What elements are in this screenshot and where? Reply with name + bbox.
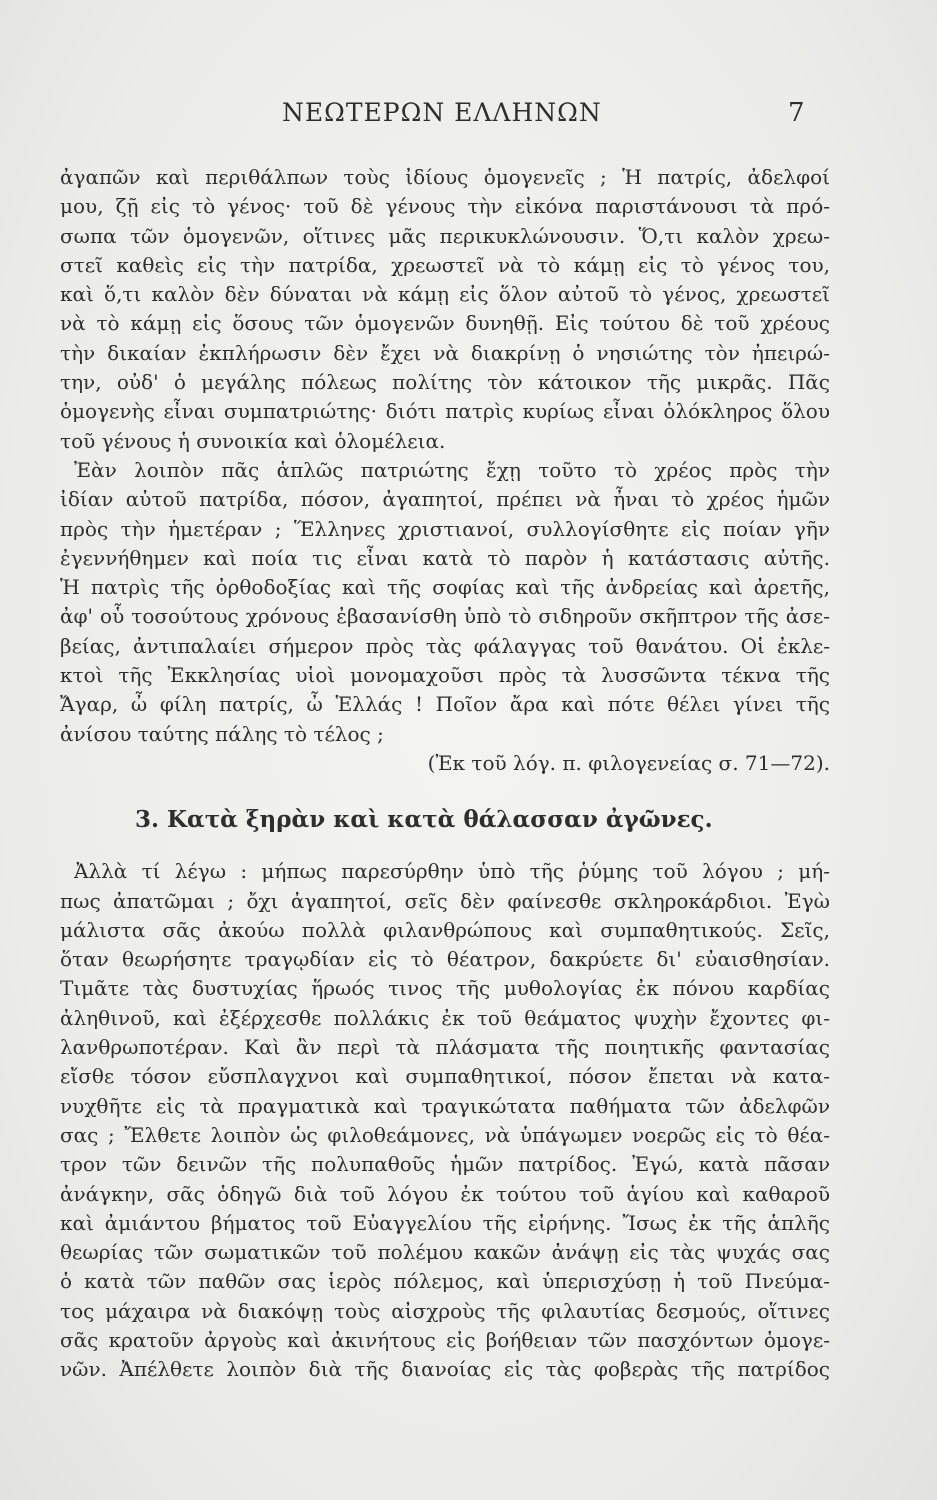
text-line: καὶ ὅ,τι καλὸν δὲν δύναται νὰ κάμῃ εἰς ὅλον αὐτοῦ τὸ γένος, χρεωστεῖ: [60, 282, 830, 307]
section-1-text: [60, 163, 830, 778]
text-line: ὁμογενὴς εἶναι συμπατριώτης· διότι πατρὶς κυρίως εἶναι ὁλόκληρος ὅλου: [60, 399, 830, 424]
text-line: νὰ τὸ κάμῃ εἰς ὅσους τῶν ὁμογενῶν δυνηθῇ. Εἰς τούτου δὲ τοῦ χρέους: [60, 311, 830, 336]
running-title: ΝΕΩΤΕΡΩΝ ΕΛΛΗΝΩΝ: [282, 98, 602, 127]
text-line: νυχθῆτε εἰς τὰ πραγματικὰ καὶ τραγικώτατα παθήματα τῶν ἀδελφῶν: [60, 1093, 830, 1118]
section-2-text: [60, 857, 830, 1384]
text-line: λανθρωποτέραν. Καὶ ἂν περὶ τὰ πλάσματα τῆς ποιητικῆς φαντασίας: [60, 1035, 830, 1060]
text-line: ὁ κατὰ τῶν παθῶν σας ἱερὸς πόλεμος, καὶ ὑπερισχύσῃ ἡ τοῦ Πνεύμα-: [60, 1269, 830, 1294]
text-line: ἀφ' οὗ τοσούτους χρόνους ἐβασανίσθη ὑπὸ τὸ σιδηροῦν σκῆπτρον τῆς ἀσε-: [60, 604, 830, 629]
text-line: μου, ζῇ εἰς τὸ γένος· τοῦ δὲ γένους τὴν εἰκόνα παριστάνουσι τὰ πρό-: [60, 194, 830, 219]
text-line: ἐγεννήθημεν καὶ ποία τις εἶναι κατὰ τὸ παρὸν ἡ κατάστασις αὐτῆς.: [60, 545, 830, 570]
text-line: ἀνάγκην, σᾶς ὁδηγῶ διὰ τοῦ λόγου ἐκ τούτου τοῦ ἁγίου καὶ καθαροῦ: [60, 1181, 830, 1206]
text-line: ἀνίσου ταύτης πάλης τὸ τέλος ;: [60, 721, 384, 746]
text-line: τοῦ γένους ἡ συνοικία καὶ ὁλομέλεια.: [60, 428, 446, 453]
text-line: σας ; Ἔλθετε λοιπὸν ὡς φιλοθεάμονες, νὰ ὑπάγωμεν νοερῶς εἰς τὸ θέα-: [60, 1122, 830, 1147]
text-line: τρον τῶν δεινῶν τῆς πολυπαθοῦς ἡμῶν πατρίδος. Ἐγώ, κατὰ πᾶσαν: [60, 1152, 830, 1177]
text-line: ὅταν θεωρήσητε τραγῳδίαν εἰς τὸ θέατρον, δακρύετε δι' εὐαισθησίαν.: [60, 947, 830, 972]
text-line: πρὸς τὴν ἡμετέραν ; Ἕλληνες χριστιανοί, συλλογίσθητε εἰς ποίαν γῆν: [60, 516, 830, 541]
section-heading: 3. Κατὰ ξηρὰν καὶ κατὰ θάλασσαν ἀγῶνες.: [135, 806, 713, 834]
page-number: 7: [788, 98, 805, 128]
text-line: Τιμᾶτε τὰς δυστυχίας ἥρωός τινος τῆς μυθολογίας ἐκ πόνου καρδίας: [60, 976, 830, 1001]
text-line: ἀληθινοῦ, καὶ ἐξέρχεσθε πολλάκις ἐκ τοῦ θεάματος ψυχὴν ἔχοντες φι-: [60, 1005, 830, 1030]
text-line: σᾶς κρατοῦν ἀργοὺς καὶ ἀκινήτους εἰς βοήθειαν τῶν πασχόντων ὁμογε-: [60, 1327, 830, 1352]
text-line: Ἡ πατρὶς τῆς ὀρθοδοξίας καὶ τῆς σοφίας καὶ τῆς ἀνδρείας καὶ ἀρετῆς,: [60, 575, 830, 600]
text-line: ἰδίαν αὐτοῦ πατρίδα, πόσον, ἀγαπητοί, πρέπει νὰ ἦναι τὸ χρέος ἡμῶν: [60, 487, 830, 512]
running-head: [0, 98, 937, 138]
paragraph-first-line: Ἀλλὰ τί λέγω : μήπως παρεσύρθην ὑπὸ τῆς ῥύμης τοῦ λόγου ; μή-: [74, 859, 830, 884]
text-line: στεῖ καθεὶς εἰς τὴν πατρίδα, χρεωστεῖ νὰ τὸ κάμῃ εἰς τὸ γένος του,: [60, 252, 830, 277]
page-body: [60, 163, 830, 1385]
text-line: τος μάχαιρα νὰ διακόψῃ τοὺς αἰσχροὺς τῆς φιλαυτίας δεσμούς, οἵτινες: [60, 1298, 830, 1323]
text-line: σωπα τῶν ὁμογενῶν, οἵτινες μᾶς περικυκλώνουσιν. Ὅ,τι καλὸν χρεω-: [60, 223, 830, 248]
text-line: εἴσθε τόσον εὔσπλαγχνοι καὶ συμπαθητικοί, πόσον ἔπεται νὰ κατα-: [60, 1064, 830, 1089]
text-line: Ἄγαρ, ὦ φίλη πατρίς, ὦ Ἑλλάς ! Ποῖον ἄρα καὶ πότε θέλει γίνει τῆς: [60, 692, 830, 717]
text-line: καὶ ἀμιάντου βήματος τοῦ Εὐαγγελίου τῆς εἰρήνης. Ἴσως ἐκ τῆς ἁπλῆς: [60, 1210, 830, 1235]
paragraph-first-line: Ἐὰν λοιπὸν πᾶς ἁπλῶς πατριώτης ἔχῃ τοῦτο τὸ χρέος πρὸς τὴν: [74, 457, 830, 482]
text-line: κτοὶ τῆς Ἐκκλησίας υἱοὶ μονομαχοῦσι πρὸς τὰ λυσσῶντα τέκνα τῆς: [60, 663, 830, 688]
text-line: τὴν δικαίαν ἐκπλήρωσιν δὲν ἔχει νὰ διακρίνῃ ὁ νησιώτης τὸν ἠπειρώ-: [60, 340, 830, 365]
text-line: θεωρίας τῶν σωματικῶν τοῦ πολέμου κακῶν ἀνάψῃ εἰς τὰς ψυχάς σας: [60, 1240, 830, 1265]
text-line: βείας, ἀντιπαλαίει σήμερον πρὸς τὰς φάλαγγας τοῦ θανάτου. Οἱ ἐκλε-: [60, 633, 830, 658]
text-line: ἀγαπῶν καὶ περιθάλπων τοὺς ἰδίους ὁμογενεῖς ; Ἡ πατρίς, ἀδελφοί: [60, 165, 830, 189]
text-line: μάλιστα σᾶς ἀκούω πολλὰ φιλανθρώπους καὶ συμπαθητικούς. Σεῖς,: [60, 917, 830, 942]
text-line: νῶν. Ἀπέλθετε λοιπὸν διὰ τῆς διανοίας εἰς τὰς φοβερὰς τῆς πατρίδος: [60, 1357, 830, 1382]
citation: (Ἐκ τοῦ λόγ. π. φιλογενείας σ. 71—72).: [427, 750, 830, 775]
text-line: πως ἀπατῶμαι ; ὄχι ἀγαπητοί, σεῖς δὲν φαίνεσθε σκληροκάρδιοι. Ἐγὼ: [60, 888, 830, 913]
text-line: την, οὐδ' ὁ μεγάλης πόλεως πολίτης τὸν κάτοικον τῆς μικρᾶς. Πᾶς: [60, 370, 830, 395]
